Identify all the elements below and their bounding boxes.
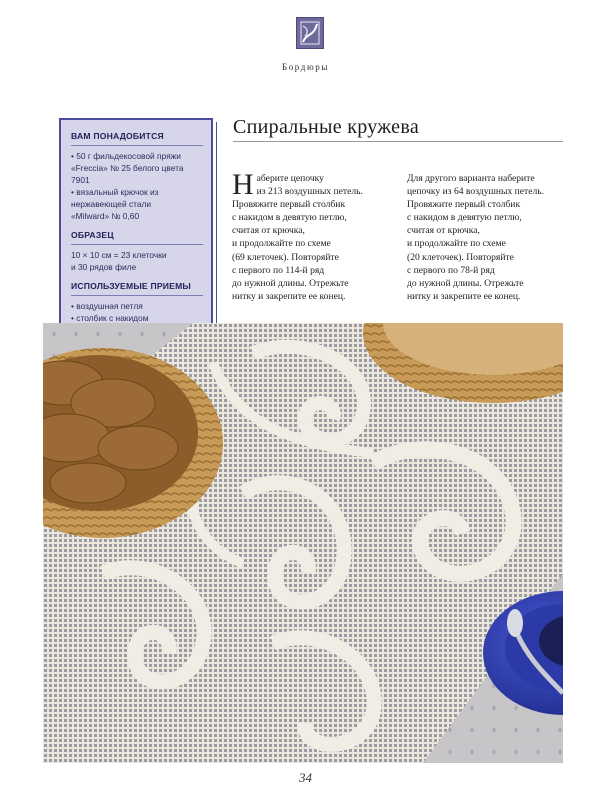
instruction-line: Провяжите первый столбик bbox=[407, 199, 521, 211]
instruction-line: до нужной длины. Отрежьте bbox=[232, 277, 349, 289]
page-title bbox=[233, 116, 419, 139]
instruction-line: с накидом в девятую петлю, bbox=[232, 212, 347, 224]
materials-line: • вязальный крючок из bbox=[71, 187, 159, 197]
instruction-line: и продолжайте по схеме bbox=[407, 238, 506, 250]
materials-line: «Milward» № 0,60 bbox=[71, 211, 140, 221]
technique-line: • столбик с накидом bbox=[71, 313, 149, 323]
instructions-column-2 bbox=[407, 172, 567, 303]
instruction-line: и продолжайте по схеме bbox=[232, 238, 331, 250]
divider bbox=[71, 145, 203, 146]
instruction-line: из 213 воздушных петель. bbox=[256, 186, 363, 198]
sample-heading: ОБРАЗЕЦ bbox=[71, 230, 114, 240]
instruction-line: аберите цепочку bbox=[256, 173, 324, 184]
instruction-line: с накидом в девятую петлю, bbox=[407, 212, 522, 224]
technique-line: • воздушная петля bbox=[71, 301, 143, 311]
materials-line: нержавеющей стали bbox=[71, 199, 152, 209]
techniques-heading: ИСПОЛЬЗУЕМЫЕ ПРИЕМЫ bbox=[71, 281, 192, 291]
instruction-line: до нужной длины. Отрежьте bbox=[407, 277, 524, 289]
instruction-line: (20 клеточек). Повторяйте bbox=[407, 251, 514, 263]
materials-line: • 50 г фильдекосовой пряжи bbox=[71, 151, 181, 161]
instruction-line: Для другого варианта наберите bbox=[407, 173, 535, 184]
instruction-line: с первого по 114-й ряд bbox=[232, 264, 325, 276]
instruction-line: нитку и закрепите ее конец. bbox=[407, 290, 521, 302]
materials-heading: ВАМ ПОНАДОБИТСЯ bbox=[71, 131, 164, 141]
instruction-line: цепочку из 64 воздушных петель. bbox=[407, 186, 545, 198]
materials-line: 7901 bbox=[71, 175, 90, 185]
instruction-line: считая от крючка, bbox=[407, 225, 480, 237]
instructions-column-1 bbox=[232, 168, 392, 303]
divider bbox=[71, 295, 203, 296]
materials-line: «Freccia» № 25 белого цвета bbox=[71, 163, 184, 173]
book-logo-icon bbox=[296, 17, 324, 49]
drop-cap: Н bbox=[232, 168, 254, 201]
divider bbox=[71, 244, 203, 245]
sample-line: и 30 рядов филе bbox=[71, 262, 137, 272]
sample-line: 10 × 10 см = 23 клеточки bbox=[71, 250, 167, 260]
section-label: Бордюры bbox=[281, 62, 330, 72]
lace-photo bbox=[43, 323, 563, 763]
instruction-line: с первого по 78-й ряд bbox=[407, 264, 495, 276]
instruction-line: считая от крючка, bbox=[232, 225, 305, 237]
instruction-line: нитку и закрепите ее конец. bbox=[232, 290, 346, 302]
title-text: Спиральные кружева bbox=[233, 116, 419, 138]
instruction-line: (69 клеточек). Повторяйте bbox=[232, 251, 339, 263]
materials-sidebar bbox=[59, 118, 213, 356]
title-rule bbox=[233, 141, 563, 142]
instruction-line: Провяжите первый столбик bbox=[232, 199, 346, 211]
page-number: 34 bbox=[299, 770, 312, 785]
